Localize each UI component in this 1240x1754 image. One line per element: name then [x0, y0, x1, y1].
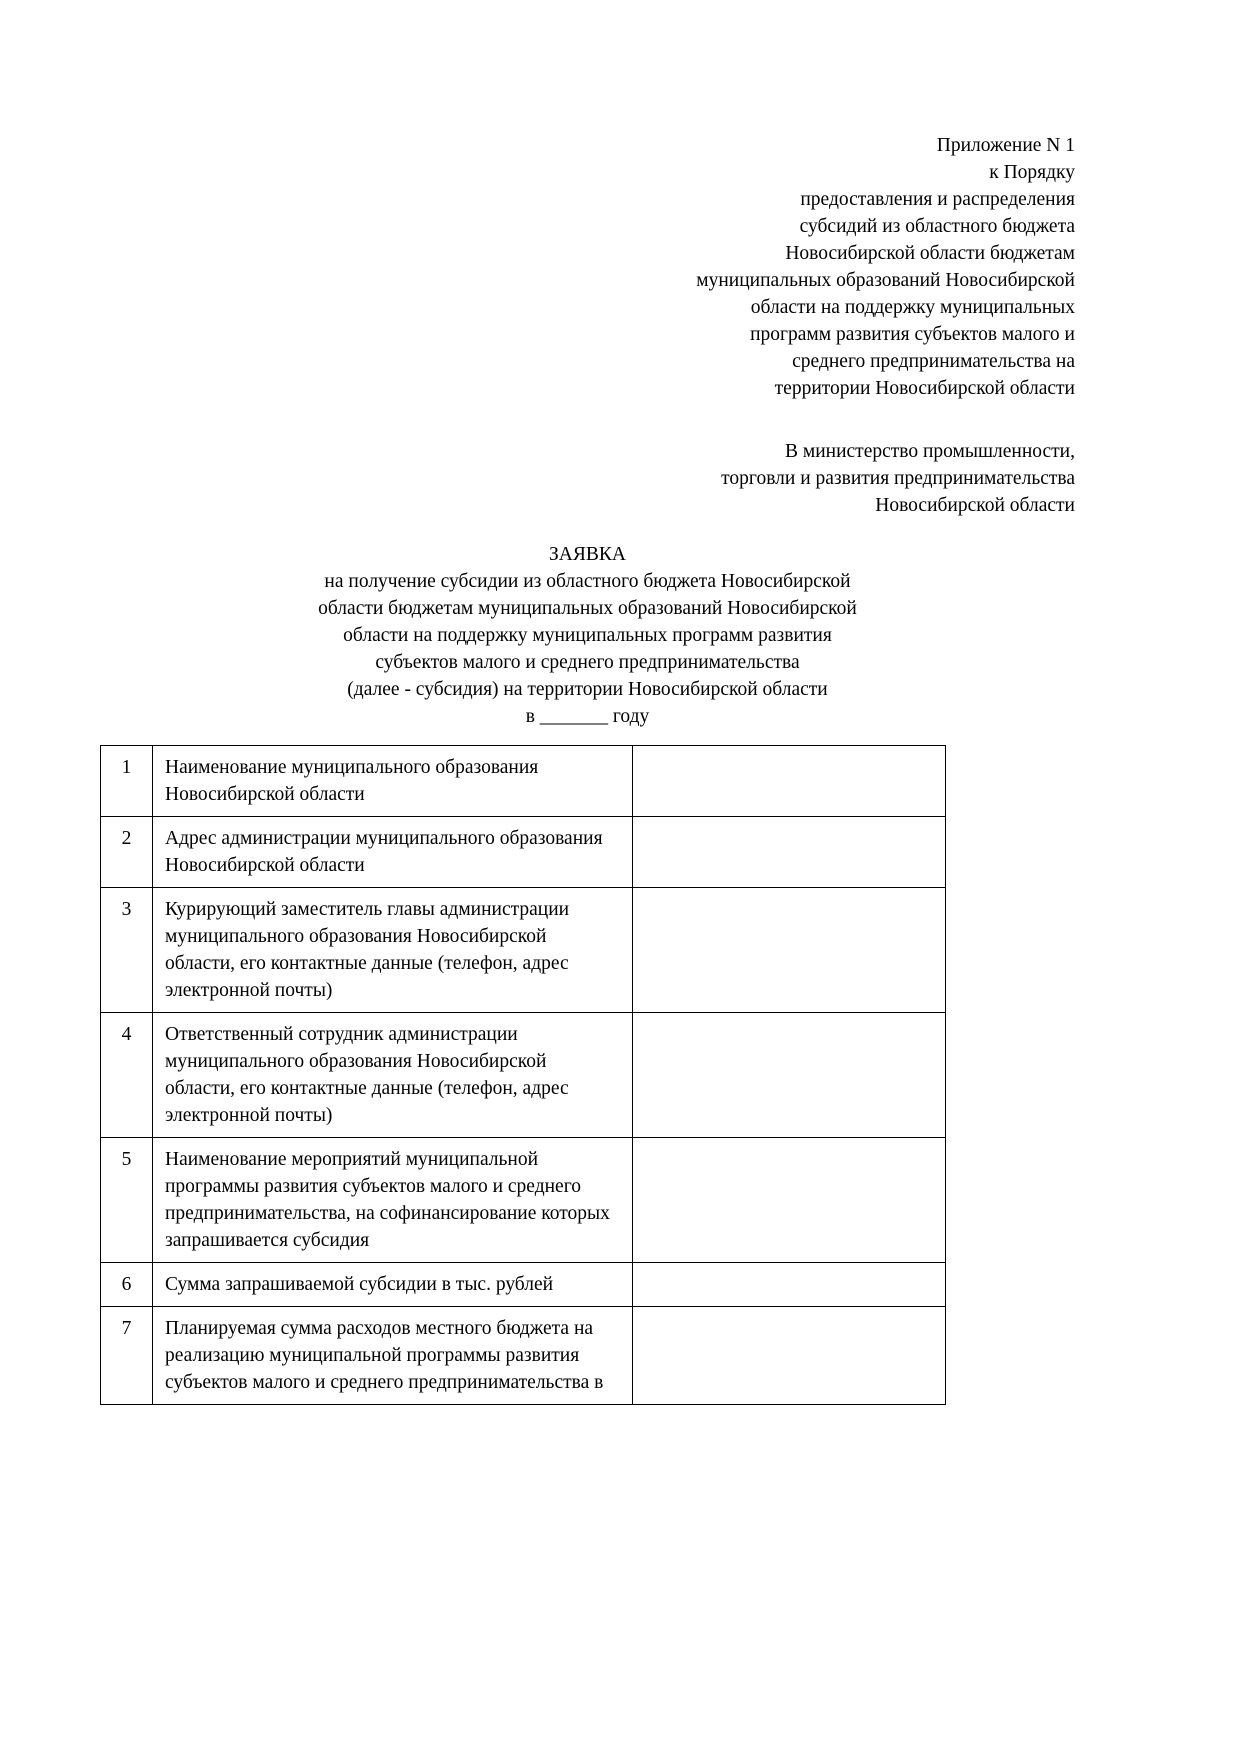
text-line: территории Новосибирской области — [774, 378, 1075, 399]
text-line: субсидий из областного бюджета — [799, 216, 1075, 237]
addressee — [100, 438, 1075, 519]
table-row — [101, 1013, 946, 1138]
row-label: Наименование муниципального образования Новосибирской области — [153, 746, 633, 817]
text-line: области бюджетам муниципальных образований Новосибирской — [318, 598, 857, 619]
table-row — [101, 1138, 946, 1263]
row-number: 7 — [101, 1307, 153, 1405]
row-number: 1 — [101, 746, 153, 817]
row-number: 5 — [101, 1138, 153, 1263]
row-value-cell — [633, 1307, 946, 1405]
annex-header — [100, 132, 1075, 402]
title-heading: ЗАЯВКА — [549, 544, 626, 565]
row-value-cell — [633, 1138, 946, 1263]
text-line: Новосибирской области бюджетам — [785, 243, 1075, 264]
row-number: 4 — [101, 1013, 153, 1138]
text-line: области на поддержку муниципальных программ развития — [343, 625, 832, 646]
row-value-cell — [633, 817, 946, 888]
text-line: на получение субсидии из областного бюджета Новосибирской — [324, 571, 851, 592]
row-number: 3 — [101, 888, 153, 1013]
row-label: Сумма запрашиваемой субсидии в тыс. рублей — [153, 1263, 633, 1307]
document-title — [100, 541, 1075, 730]
text-line: В министерство промышленности, — [785, 441, 1075, 462]
row-value-cell — [633, 746, 946, 817]
text-line: в _______ году — [525, 706, 650, 727]
table-row — [101, 817, 946, 888]
table-row — [101, 1263, 946, 1307]
table-row — [101, 1307, 946, 1405]
text-line: к Порядку — [989, 162, 1075, 183]
row-number: 2 — [101, 817, 153, 888]
row-label: Адрес администрации муниципального образования Новосибирской области — [153, 817, 633, 888]
application-table — [100, 745, 946, 1405]
text-line: предоставления и распределения — [800, 189, 1075, 210]
table-row — [101, 888, 946, 1013]
table-row — [101, 746, 946, 817]
text-line: области на поддержку муниципальных — [750, 297, 1075, 318]
text-line: Новосибирской области — [875, 495, 1075, 516]
row-value-cell — [633, 1263, 946, 1307]
row-label: Планируемая сумма расходов местного бюджета на реализацию муниципальной программы развития субъектов малого и среднего предпринимательства в — [153, 1307, 633, 1405]
text-line: Приложение N 1 — [936, 135, 1075, 156]
text-line: среднего предпринимательства на — [792, 351, 1075, 372]
text-line: программ развития субъектов малого и — [750, 324, 1075, 345]
row-label: Ответственный сотрудник администрации муниципального образования Новосибирской области, его контактные данные (телефон, адрес электронной почты) — [153, 1013, 633, 1138]
text-line: муниципальных образований Новосибирской — [696, 270, 1075, 291]
row-number: 6 — [101, 1263, 153, 1307]
row-value-cell — [633, 1013, 946, 1138]
text-line: торговли и развития предпринимательства — [721, 468, 1075, 489]
row-value-cell — [633, 888, 946, 1013]
text-line: субъектов малого и среднего предпринимательства — [375, 652, 800, 673]
row-label: Наименование мероприятий муниципальной программы развития субъектов малого и среднего предпринимательства, на софинансирование которых запрашивается субсидия — [153, 1138, 633, 1263]
row-label: Курирующий заместитель главы администрации муниципального образования Новосибирской области, его контактные данные (телефон, адрес электронной почты) — [153, 888, 633, 1013]
text-line: (далее - субсидия) на территории Новосибирской области — [347, 679, 828, 700]
